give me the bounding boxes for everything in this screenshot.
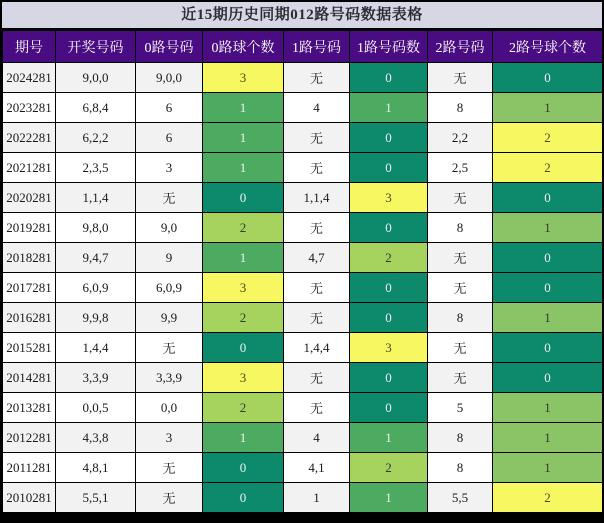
road2-numbers-cell: 无 bbox=[428, 63, 493, 93]
road0-count-cell: 1 bbox=[203, 153, 284, 183]
col-header-road2-numbers: 2路号码 bbox=[428, 31, 493, 63]
draw-numbers-cell: 6,0,9 bbox=[56, 273, 136, 303]
road2-numbers-cell: 8 bbox=[428, 303, 493, 333]
period-cell: 2015281 bbox=[3, 333, 56, 363]
period-cell: 2011281 bbox=[3, 453, 56, 483]
road0-numbers-cell: 无 bbox=[136, 483, 203, 513]
road0-numbers-cell: 9,0 bbox=[136, 213, 203, 243]
road2-count-cell: 1 bbox=[493, 423, 603, 453]
period-cell: 2022281 bbox=[3, 123, 56, 153]
table-row bbox=[3, 453, 603, 483]
road2-numbers-cell: 8 bbox=[428, 423, 493, 453]
period-cell: 2020281 bbox=[3, 183, 56, 213]
road1-count-cell: 0 bbox=[350, 153, 428, 183]
road2-numbers-cell: 无 bbox=[428, 363, 493, 393]
period-cell: 2012281 bbox=[3, 423, 56, 453]
road1-count-cell: 0 bbox=[350, 123, 428, 153]
table-row bbox=[3, 363, 603, 393]
road2-numbers-cell: 无 bbox=[428, 273, 493, 303]
period-cell: 2013281 bbox=[3, 393, 56, 423]
col-header-draw-numbers: 开奖号码 bbox=[56, 31, 136, 63]
draw-numbers-cell: 6,2,2 bbox=[56, 123, 136, 153]
period-cell: 2021281 bbox=[3, 153, 56, 183]
road0-numbers-cell: 9,0,0 bbox=[136, 63, 203, 93]
draw-numbers-cell: 6,8,4 bbox=[56, 93, 136, 123]
col-header-road1-count: 1路号码数 bbox=[350, 31, 428, 63]
road2-count-cell: 1 bbox=[493, 303, 603, 333]
table-row bbox=[3, 423, 603, 453]
road0-numbers-cell: 6 bbox=[136, 123, 203, 153]
road1-numbers-cell: 无 bbox=[284, 363, 350, 393]
road0-count-cell: 2 bbox=[203, 303, 284, 333]
road1-count-cell: 1 bbox=[350, 483, 428, 513]
road1-numbers-cell: 无 bbox=[284, 303, 350, 333]
road1-count-cell: 1 bbox=[350, 93, 428, 123]
road0-count-cell: 3 bbox=[203, 273, 284, 303]
road0-numbers-cell: 9 bbox=[136, 243, 203, 273]
table-row bbox=[3, 153, 603, 183]
road1-numbers-cell: 1,4,4 bbox=[284, 333, 350, 363]
road2-numbers-cell: 8 bbox=[428, 93, 493, 123]
draw-numbers-cell: 3,3,9 bbox=[56, 363, 136, 393]
road2-numbers-cell: 2,5 bbox=[428, 153, 493, 183]
table-row bbox=[3, 483, 603, 513]
col-header-road1-numbers: 1路号码 bbox=[284, 31, 350, 63]
table-body bbox=[3, 63, 603, 513]
road0-count-cell: 1 bbox=[203, 93, 284, 123]
road2-count-cell: 1 bbox=[493, 93, 603, 123]
road1-numbers-cell: 1 bbox=[284, 483, 350, 513]
table-row bbox=[3, 303, 603, 333]
road0-count-cell: 2 bbox=[203, 393, 284, 423]
road0-numbers-cell: 无 bbox=[136, 183, 203, 213]
table-row bbox=[3, 183, 603, 213]
road2-numbers-cell: 5 bbox=[428, 393, 493, 423]
road2-count-cell: 2 bbox=[493, 483, 603, 513]
road0-count-cell: 3 bbox=[203, 63, 284, 93]
road1-count-cell: 1 bbox=[350, 423, 428, 453]
road1-count-cell: 0 bbox=[350, 213, 428, 243]
road2-count-cell: 0 bbox=[493, 63, 603, 93]
road0-count-cell: 0 bbox=[203, 453, 284, 483]
table-row bbox=[3, 213, 603, 243]
page-title: 近15期历史同期012路号码数据表格 bbox=[2, 2, 602, 30]
table-row bbox=[3, 93, 603, 123]
road1-numbers-cell: 1,1,4 bbox=[284, 183, 350, 213]
period-cell: 2010281 bbox=[3, 483, 56, 513]
period-cell: 2014281 bbox=[3, 363, 56, 393]
road1-count-cell: 3 bbox=[350, 183, 428, 213]
col-header-road0-numbers: 0路号码 bbox=[136, 31, 203, 63]
table-row bbox=[3, 393, 603, 423]
road1-count-cell: 3 bbox=[350, 333, 428, 363]
road1-numbers-cell: 无 bbox=[284, 213, 350, 243]
road1-count-cell: 0 bbox=[350, 303, 428, 333]
draw-numbers-cell: 5,5,1 bbox=[56, 483, 136, 513]
road0-count-cell: 1 bbox=[203, 123, 284, 153]
road2-numbers-cell: 2,2 bbox=[428, 123, 493, 153]
road0-numbers-cell: 9,9 bbox=[136, 303, 203, 333]
road1-numbers-cell: 4,7 bbox=[284, 243, 350, 273]
road0-numbers-cell: 无 bbox=[136, 453, 203, 483]
road1-count-cell: 0 bbox=[350, 363, 428, 393]
period-cell: 2019281 bbox=[3, 213, 56, 243]
road1-count-cell: 0 bbox=[350, 63, 428, 93]
road0-numbers-cell: 6,0,9 bbox=[136, 273, 203, 303]
col-header-period: 期号 bbox=[3, 31, 56, 63]
road2-count-cell: 0 bbox=[493, 243, 603, 273]
road2-count-cell: 1 bbox=[493, 393, 603, 423]
road2-count-cell: 0 bbox=[493, 273, 603, 303]
period-cell: 2017281 bbox=[3, 273, 56, 303]
draw-numbers-cell: 9,8,0 bbox=[56, 213, 136, 243]
road2-count-cell: 0 bbox=[493, 333, 603, 363]
data-table bbox=[2, 30, 603, 513]
road0-count-cell: 1 bbox=[203, 423, 284, 453]
table-row bbox=[3, 243, 603, 273]
road1-numbers-cell: 4 bbox=[284, 423, 350, 453]
road1-count-cell: 2 bbox=[350, 453, 428, 483]
road0-count-cell: 0 bbox=[203, 333, 284, 363]
draw-numbers-cell: 1,4,4 bbox=[56, 333, 136, 363]
header-row bbox=[3, 31, 603, 63]
draw-numbers-cell: 9,4,7 bbox=[56, 243, 136, 273]
road2-count-cell: 2 bbox=[493, 153, 603, 183]
road2-numbers-cell: 无 bbox=[428, 243, 493, 273]
road1-count-cell: 0 bbox=[350, 393, 428, 423]
period-cell: 2023281 bbox=[3, 93, 56, 123]
road0-count-cell: 3 bbox=[203, 363, 284, 393]
road2-numbers-cell: 无 bbox=[428, 183, 493, 213]
draw-numbers-cell: 4,3,8 bbox=[56, 423, 136, 453]
draw-numbers-cell: 2,3,5 bbox=[56, 153, 136, 183]
table-row bbox=[3, 273, 603, 303]
road0-numbers-cell: 3,3,9 bbox=[136, 363, 203, 393]
col-header-road0-count: 0路球个数 bbox=[203, 31, 284, 63]
road2-numbers-cell: 无 bbox=[428, 333, 493, 363]
draw-numbers-cell: 9,9,8 bbox=[56, 303, 136, 333]
road2-count-cell: 0 bbox=[493, 183, 603, 213]
road2-count-cell: 1 bbox=[493, 453, 603, 483]
road2-numbers-cell: 5,5 bbox=[428, 483, 493, 513]
road0-count-cell: 0 bbox=[203, 483, 284, 513]
road1-count-cell: 0 bbox=[350, 273, 428, 303]
road2-count-cell: 2 bbox=[493, 123, 603, 153]
road2-count-cell: 1 bbox=[493, 213, 603, 243]
road0-numbers-cell: 无 bbox=[136, 333, 203, 363]
road0-numbers-cell: 3 bbox=[136, 153, 203, 183]
road2-numbers-cell: 8 bbox=[428, 213, 493, 243]
period-cell: 2018281 bbox=[3, 243, 56, 273]
col-header-road2-count: 2路号球个数 bbox=[493, 31, 603, 63]
table-row bbox=[3, 333, 603, 363]
road1-numbers-cell: 无 bbox=[284, 393, 350, 423]
road1-numbers-cell: 无 bbox=[284, 273, 350, 303]
table-row bbox=[3, 123, 603, 153]
road2-count-cell: 0 bbox=[493, 363, 603, 393]
draw-numbers-cell: 0,0,5 bbox=[56, 393, 136, 423]
road1-numbers-cell: 4,1 bbox=[284, 453, 350, 483]
road2-numbers-cell: 8 bbox=[428, 453, 493, 483]
road1-numbers-cell: 无 bbox=[284, 63, 350, 93]
draw-numbers-cell: 4,8,1 bbox=[56, 453, 136, 483]
road1-count-cell: 2 bbox=[350, 243, 428, 273]
period-cell: 2016281 bbox=[3, 303, 56, 333]
draw-numbers-cell: 9,0,0 bbox=[56, 63, 136, 93]
road0-numbers-cell: 3 bbox=[136, 423, 203, 453]
road0-numbers-cell: 0,0 bbox=[136, 393, 203, 423]
road0-count-cell: 2 bbox=[203, 213, 284, 243]
road1-numbers-cell: 无 bbox=[284, 123, 350, 153]
road0-count-cell: 0 bbox=[203, 183, 284, 213]
draw-numbers-cell: 1,1,4 bbox=[56, 183, 136, 213]
table-row bbox=[3, 63, 603, 93]
road1-numbers-cell: 4 bbox=[284, 93, 350, 123]
road1-numbers-cell: 无 bbox=[284, 153, 350, 183]
road0-numbers-cell: 6 bbox=[136, 93, 203, 123]
period-cell: 2024281 bbox=[3, 63, 56, 93]
road0-count-cell: 1 bbox=[203, 243, 284, 273]
